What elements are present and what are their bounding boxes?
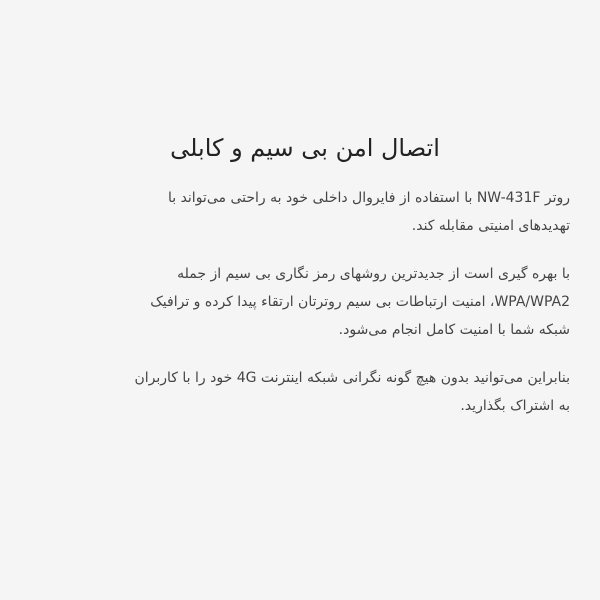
paragraph-sharing: بنابراین می‌توانید بدون هیچ گونه نگرانی شبکه اینترنت 4G خود را با کاربران به اشتراک بگذارید.	[134, 370, 570, 414]
paragraph-encryption: با بهره گیری است از جدیدترین روشهای رمز نگاری بی سیم از جمله WPA/WPA2، امنیت ارتباطات بی سیم روترتان ارتقاء پیدا کرده و ترافیک شبکه شما با امنیت کامل انجام می‌شود.	[150, 266, 570, 338]
article-title: اتصال امن بی سیم و کابلی	[170, 134, 440, 162]
article	[40, 130, 570, 440]
paragraph-firewall: روتر NW-431F با استفاده از فایروال داخلی خود به راحتی می‌تواند با تهدیدهای امنیتی مقابله کند.	[167, 190, 570, 234]
